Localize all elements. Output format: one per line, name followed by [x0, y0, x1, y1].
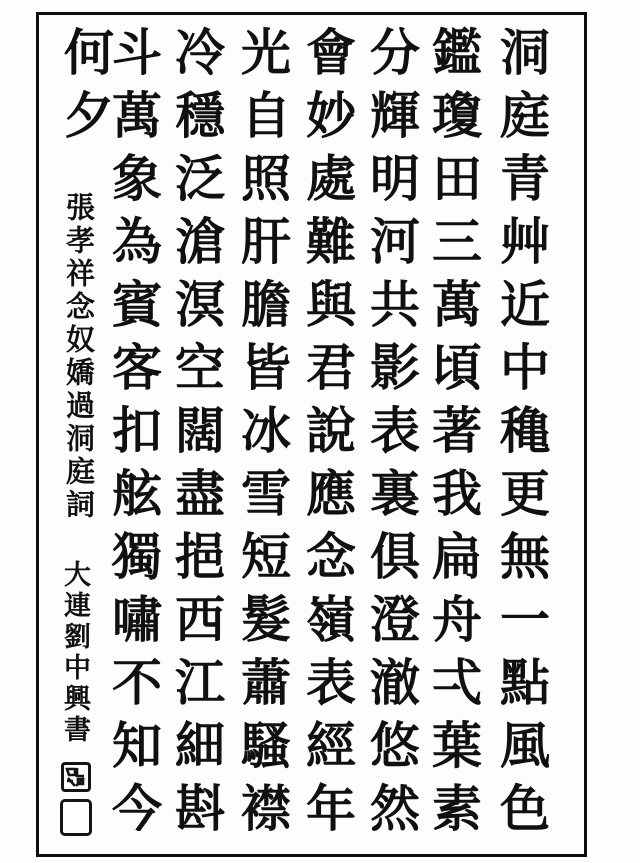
blank-seal-icon [60, 799, 92, 836]
text-column-1: 洞庭青艸近中穐更無一點風色 [493, 26, 549, 845]
text-column-5: 光自照肝膽皆冰雪短髮蕭騷襟 [234, 26, 290, 845]
carved-seal-pattern [64, 765, 88, 789]
signature-column: 大連劉中興書 [60, 560, 90, 746]
text-column-2: 鑑瓊田三萬頃著我扁舟弌葉素 [425, 26, 481, 845]
text-column-4: 會妙處難與君說應念嶺表經年 [299, 26, 355, 845]
text-column-8: 何夕 [57, 26, 113, 152]
carved-seal-icon [61, 762, 91, 792]
text-column-6: 冷穩泛滄溟空闊盡挹西江細斟 [168, 26, 224, 845]
text-column-3: 分輝明河共影表裏俱澄澈悠然 [363, 26, 419, 845]
text-column-7: 斗萬象為賓客扣舷獨嘯不知今 [105, 26, 161, 845]
inscription-column: 張孝祥念奴嬌過洞庭詞 [62, 192, 94, 522]
